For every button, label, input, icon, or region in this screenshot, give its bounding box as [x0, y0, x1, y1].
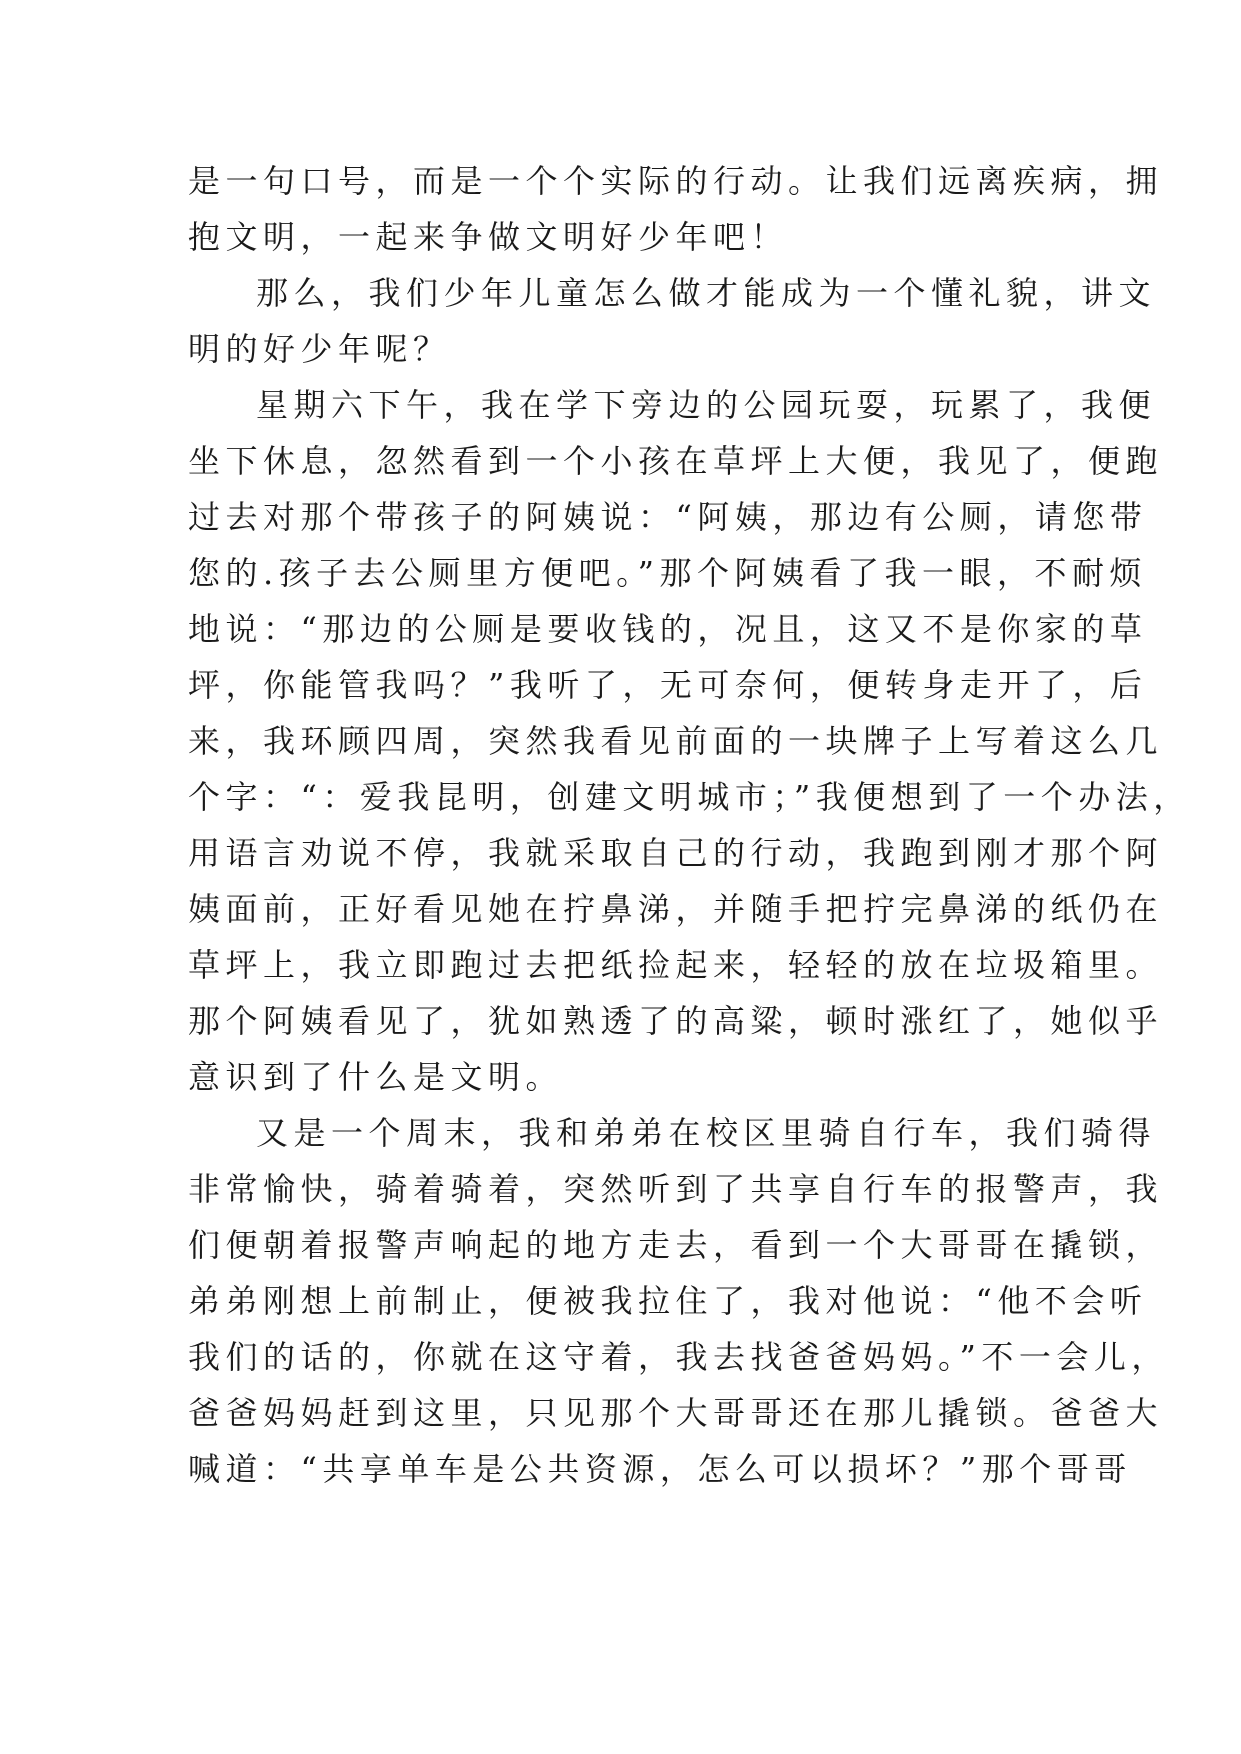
- text-line: 草坪上，我立即跑过去把纸捡起来，轻轻的放在垃圾箱里。: [188, 946, 1164, 984]
- text-line: 用语言劝说不停，我就采取自己的行动，我跑到刚才那个阿: [188, 834, 1164, 872]
- text-line: 们便朝着报警声响起的地方走去，看到一个大哥哥在撬锁，: [188, 1226, 1164, 1264]
- text-line: 地说：“那边的公厕是要收钱的，况且，这又不是你家的草: [188, 610, 1148, 648]
- text-line: 坪，你能管我吗？”我听了，无可奈何，便转身走开了，后: [188, 666, 1148, 704]
- text-line: 抱文明，一起来争做文明好少年吧！: [188, 218, 789, 256]
- text-line: 非常愉快，骑着骑着，突然听到了共享自行车的报警声，我: [188, 1170, 1164, 1208]
- text-line: 喊道：“共享单车是公共资源，怎么可以损坏？”那个哥哥: [188, 1450, 1132, 1488]
- text-line: 我们的话的，你就在这守着，我去找爸爸妈妈。”不一会儿，: [188, 1338, 1169, 1376]
- text-line: 那个阿姨看见了，犹如熟透了的高粱，顿时涨红了，她似乎: [188, 1002, 1164, 1040]
- text-line: 意识到了什么是文明。: [188, 1058, 564, 1096]
- text-line: 弟弟刚想上前制止，便被我拉住了，我对他说：“他不会听: [188, 1282, 1148, 1320]
- paragraph-start-line: 星期六下午，我在学下旁边的公园玩耍，玩累了，我便: [256, 386, 1157, 424]
- body-text: [188, 153, 1191, 1497]
- text-line: 坐下休息，忽然看到一个小孩在草坪上大便，我见了，便跑: [188, 442, 1164, 480]
- paragraph-start-line: 那么，我们少年儿童怎么做才能成为一个懂礼貌，讲文: [256, 274, 1157, 312]
- text-line: 过去对那个带孩子的阿姨说：“阿姨，那边有公厕，请您带: [188, 498, 1148, 536]
- paragraph-start-line: 又是一个周末，我和弟弟在校区里骑自行车，我们骑得: [256, 1114, 1157, 1152]
- text-line: 个字：“：爱我昆明，创建文明城市；”我便想到了一个办法，: [188, 778, 1191, 816]
- text-line: 明的好少年呢？: [188, 330, 451, 368]
- text-line: 来，我环顾四周，突然我看见前面的一块牌子上写着这么几: [188, 722, 1164, 760]
- text-line: 爸爸妈妈赶到这里，只见那个大哥哥还在那儿撬锁。爸爸大: [188, 1394, 1164, 1432]
- text-line: 您的.孩子去公厕里方便吧。”那个阿姨看了我一眼，不耐烦: [188, 554, 1148, 592]
- text-line: 姨面前，正好看见她在拧鼻涕，并随手把拧完鼻涕的纸仍在: [188, 890, 1164, 928]
- text-line: 是一句口号，而是一个个实际的行动。让我们远离疾病，拥: [188, 162, 1164, 200]
